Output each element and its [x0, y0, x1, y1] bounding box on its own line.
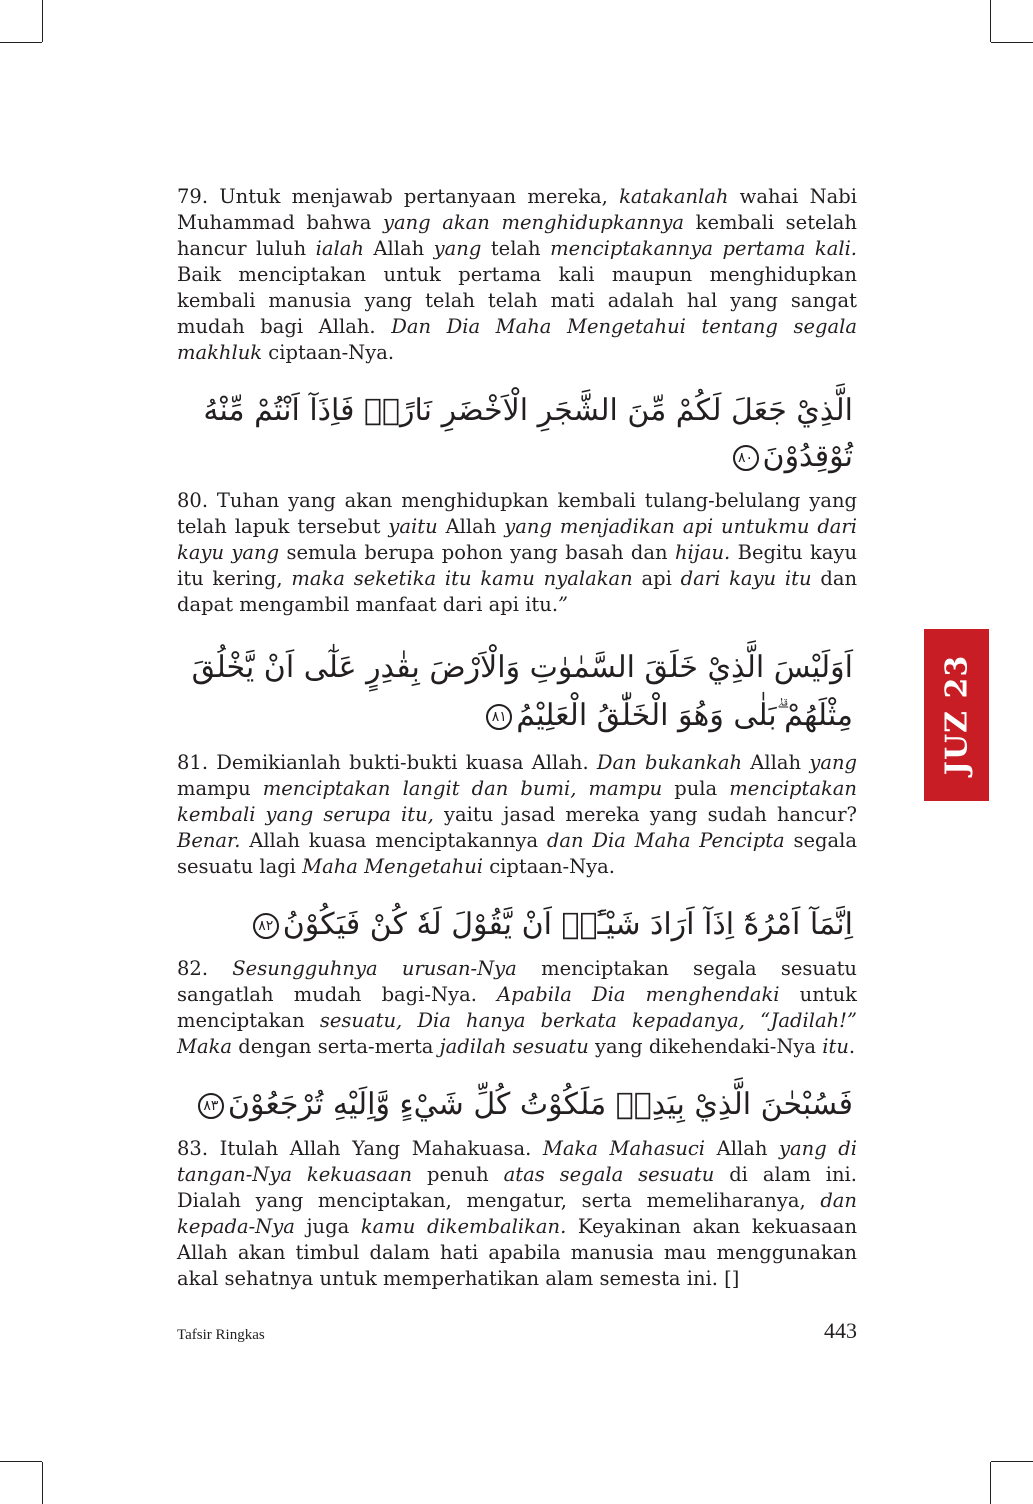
italic-run: yang menjadikan api untukmu dari kayu yang — [177, 515, 857, 564]
text-run: kembali setelah hancur luluh — [177, 211, 857, 260]
italic-run: dan Dia Maha Pencipta — [546, 829, 785, 852]
italic-run: hijau. — [675, 541, 731, 564]
italic-run: Maka Mahasuci — [542, 1137, 706, 1160]
tafsir-paragraph — [177, 488, 857, 618]
crop-mark — [991, 42, 1033, 43]
crop-mark — [991, 1461, 1033, 1462]
text-run: Baik menciptakan untuk pertama kali maupun menghidupkan kembali manusia yang telah telah mati adalah hal yang sangat mudah bagi Allah. — [177, 263, 857, 338]
text-run: dengan serta-merta — [232, 1035, 440, 1058]
footer-book-title: Tafsir Ringkas — [177, 1327, 265, 1343]
text-run: Keyakinan akan kekuasaan Allah akan timbul dalam hati apabila manusia mau menggunakan akal sehatnya untuk memperhatikan alam semesta ini. [] — [177, 1215, 857, 1290]
italic-run: dan kepada-Nya — [177, 1189, 857, 1238]
italic-run: Maha Mengetahui — [302, 855, 484, 878]
ayah-number-icon: ٨٠ — [733, 445, 759, 471]
italic-run: itu — [822, 1035, 849, 1058]
arabic-verse — [177, 1082, 857, 1128]
text-run: di alam ini. Dialah yang menciptakan, mengatur, serta memeliharanya, — [177, 1163, 857, 1212]
italic-run: yang akan menghidupkannya — [382, 211, 685, 234]
text-run: semula berupa pohon yang basah dan — [279, 541, 675, 564]
italic-run: Apabila Dia menghendaki — [497, 983, 780, 1006]
text-run: yaitu jasad mereka yang sudah hancur? — [433, 803, 857, 826]
text-run: Allah — [705, 1137, 779, 1160]
text-run: 80. Tuhan yang akan menghidupkan kembali tulang-belulang yang telah lapuk tersebut — [177, 489, 857, 538]
italic-run: ialah — [315, 237, 364, 260]
text-run: Allah — [437, 515, 505, 538]
text-run: ciptaan-Nya. — [262, 341, 395, 364]
arabic-verse — [177, 902, 857, 948]
tafsir-paragraph — [177, 184, 857, 366]
arabic-verse — [177, 388, 857, 480]
crop-mark — [42, 0, 43, 42]
text-run: telah — [481, 237, 551, 260]
crop-mark — [0, 1461, 42, 1462]
italic-run: ” — [558, 593, 568, 616]
italic-run: menciptakan kembali yang serupa itu, — [177, 777, 857, 826]
italic-run: dari kayu itu — [680, 567, 812, 590]
text-run: . — [848, 1035, 856, 1058]
italic-run: kamu dikembalikan. — [360, 1215, 567, 1238]
ayah-number-icon: ٨٣ — [198, 1093, 224, 1119]
text-run: Allah — [363, 237, 434, 260]
text-run: dan dapat mengambil manfaat dari api itu. — [177, 567, 858, 616]
text-run: untuk menciptakan — [177, 983, 857, 1032]
text-run: 79. Untuk menjawab pertanyaan mereka, — [177, 185, 620, 208]
italic-run: yang di tangan-Nya kekuasaan — [177, 1137, 858, 1186]
italic-run: katakanlah — [619, 185, 729, 208]
text-run: 81. Demikianlah bukti-bukti kuasa Allah. — [177, 751, 597, 774]
italic-run: Benar. — [177, 829, 241, 852]
tafsir-paragraph — [177, 750, 857, 880]
text-run: Begitu kayu itu kering, — [177, 541, 858, 590]
text-run: juga — [294, 1215, 361, 1238]
text-run: yang dikehendaki-Nya — [588, 1035, 823, 1058]
verse-text: فَسُبْحٰنَ الَّذِيْ بِيَدِهٖ مَلَكُوْتُ كُلِّ شَيْءٍ وَّاِلَيْهِ تُرْجَعُوْنَ — [227, 1087, 853, 1122]
italic-run: maka seketika itu kamu nyalakan — [291, 567, 633, 590]
ayah-number-icon: ٨٢ — [253, 913, 279, 939]
page-body — [177, 184, 857, 1292]
text-run: segala sesuatu lagi — [177, 829, 858, 878]
crop-mark — [990, 1462, 991, 1504]
text-run: mampu — [177, 777, 263, 800]
juz-tab — [924, 629, 989, 801]
italic-run: yang — [809, 751, 858, 774]
text-run: Allah — [742, 751, 810, 774]
italic-run: Dan Dia Maha Mengetahui tentang segala makhluk — [177, 315, 857, 364]
page-number: 443 — [824, 1318, 857, 1343]
text-run: 82. — [177, 957, 233, 980]
tafsir-paragraph — [177, 956, 857, 1060]
crop-mark — [42, 1462, 43, 1504]
verse-text: الَّذِيْ جَعَلَ لَكُمْ مِّنَ الشَّجَرِ الْاَخْضَرِ نَارًاۙ فَاِذَآ اَنْتُمْ مِّنْهُ تُوْقِدُوْنَ — [203, 393, 853, 474]
text-run: pula — [662, 777, 730, 800]
tafsir-paragraph — [177, 1136, 857, 1292]
text-run: wahai Nabi Muhammad bahwa — [177, 185, 858, 234]
crop-mark — [0, 42, 42, 43]
arabic-verse — [177, 644, 857, 740]
ayah-number-icon: ٨١ — [486, 704, 512, 730]
italic-run: menciptakannya pertama kali. — [550, 237, 857, 260]
italic-run: atas segala sesuatu — [503, 1163, 715, 1186]
italic-run: menciptakan langit dan bumi, mampu — [262, 777, 663, 800]
italic-run: yang — [433, 237, 482, 260]
text-run: api — [632, 567, 681, 590]
text-run: menciptakan segala sesuatu sangatlah mudah bagi-Nya. — [177, 957, 857, 1006]
italic-run: jadilah sesuatu — [439, 1035, 589, 1058]
text-run: 83. Itulah Allah Yang Mahakuasa. — [177, 1137, 543, 1160]
italic-run: Dan bukankah — [596, 751, 743, 774]
italic-run: Sesungguhnya urusan-Nya — [232, 957, 517, 980]
verse-text: اِنَّمَآ اَمْرُهٗٓ اِذَآ اَرَادَ شَيْـًٔاۖ اَنْ يَّقُوْلَ لَهٗ كُنْ فَيَكُوْنُ — [282, 907, 853, 942]
juz-label: JUZ 23 — [939, 654, 974, 776]
text-run: penuh — [412, 1163, 504, 1186]
italic-run: sesuatu, Dia hanya berkata kepadanya, “Jadilah!” Maka — [177, 1009, 857, 1058]
verse-text: اَوَلَيْسَ الَّذِيْ خَلَقَ السَّمٰوٰتِ وَالْاَرْضَ بِقٰدِرٍ عَلٰٓى اَنْ يَّخْلُقَ مِثْلَهُمْ ۗبَلٰى وَهُوَ الْخَلّٰقُ الْعَلِيْمُ — [191, 650, 853, 733]
crop-mark — [990, 0, 991, 42]
text-run: ciptaan-Nya. — [483, 855, 615, 878]
italic-run: yaitu — [388, 515, 438, 538]
text-run: Allah kuasa menciptakannya — [240, 829, 547, 852]
